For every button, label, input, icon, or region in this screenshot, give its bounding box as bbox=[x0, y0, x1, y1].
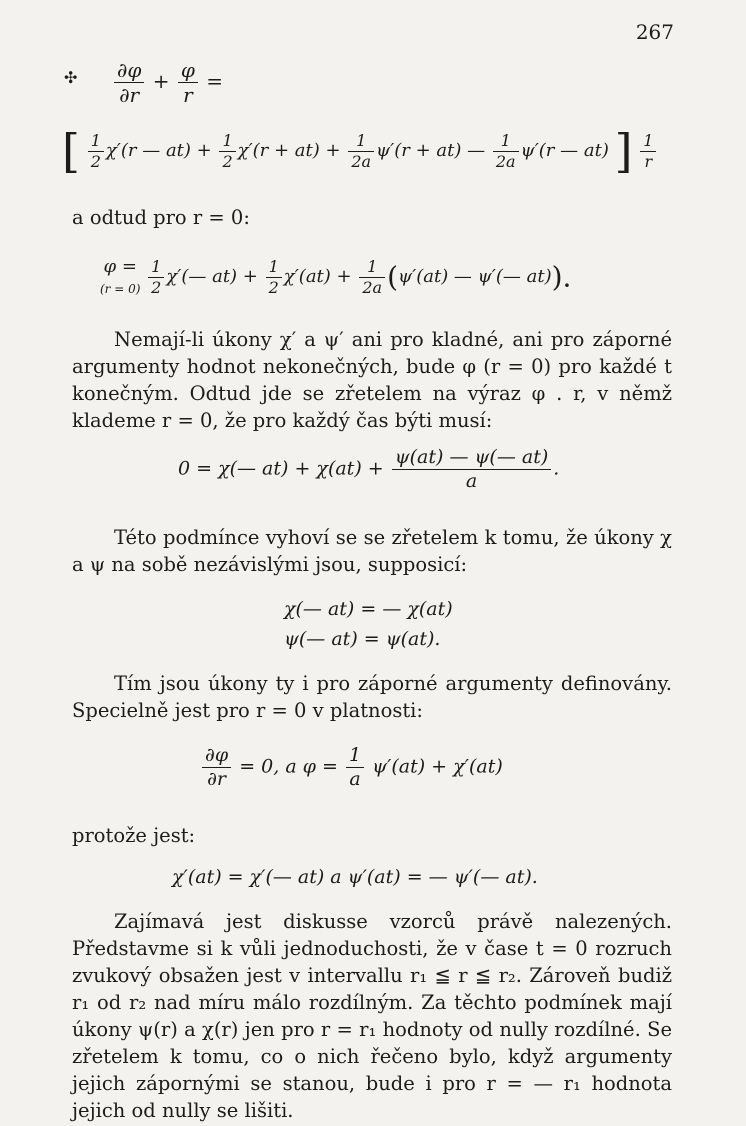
page-number: 267 bbox=[635, 20, 674, 44]
equation-chi: χ(— at) = — χ(at) bbox=[284, 598, 453, 620]
paragraph-2: Této podmínce vyhoví se se zřetelem k tomu, že úkony χ a ψ na sobě nezávislými jsou, supposicí: bbox=[72, 526, 672, 576]
frac-den: ∂r bbox=[207, 767, 227, 790]
frac-den: 2a bbox=[362, 277, 383, 297]
term: ψ′(at) — ψ′(— at) bbox=[398, 266, 552, 287]
paragraph-4: Zajímavá jest diskusse vzorců právě nalezených. Představme si k vůli jednoduchosti, že v čase t = 0 rozruch zvukový obsažen jest v intervallu r₁ ≦ r ≦ r₂. Zároveň budiž r₁ od r₂ nad míru málo rozdílným. Za těchto podmínek mají úkony ψ(r) a χ(r) jen pro r = r₁ hodnoty od nully rozdílné. Se zřetelem k tomu, co o nich řečeno bylo, když argumenty jejich zápornými se stanou, bude i pro r = — r₁ hodnota jejich od nully se lišiti. bbox=[72, 910, 672, 1122]
term: ψ′(r + at) — bbox=[376, 140, 486, 161]
term: ψ′(at) + χ′(at) bbox=[372, 755, 503, 778]
frac-num: 1 bbox=[493, 131, 519, 151]
frac-den: a bbox=[465, 469, 478, 492]
equation-platnost bbox=[200, 744, 503, 791]
frac-den: 2a bbox=[351, 151, 372, 171]
term: χ′(r + at) + bbox=[237, 140, 341, 161]
equation-zero bbox=[178, 446, 559, 493]
frac-num: ∂φ bbox=[114, 58, 144, 83]
equation-bracket bbox=[62, 124, 658, 178]
text-odtud: a odtud pro r = 0: bbox=[72, 206, 250, 229]
frac-den: r bbox=[183, 83, 193, 107]
term: . bbox=[553, 457, 560, 480]
equation-psi: ψ(— at) = ψ(at). bbox=[284, 628, 441, 650]
paren-close: ). bbox=[551, 260, 572, 294]
frac-num: 1 bbox=[88, 131, 104, 151]
term: χ′(at) + bbox=[283, 266, 352, 287]
equation-protoze: χ′(at) = χ′(— at) a ψ′(at) = — ψ′(— at). bbox=[172, 866, 538, 888]
phi-lhs: φ = bbox=[103, 256, 137, 277]
frac-den: 2 bbox=[222, 151, 233, 171]
frac-den: r bbox=[644, 151, 653, 171]
operator: + bbox=[152, 69, 170, 93]
frac-den: 2 bbox=[151, 277, 162, 297]
frac-num: 1 bbox=[219, 131, 235, 151]
term: = 0, a φ = bbox=[239, 755, 338, 778]
term: 0 = χ(— at) + χ(at) + bbox=[178, 457, 384, 480]
frac-den: 2a bbox=[495, 151, 516, 171]
equation-phi-zero bbox=[100, 256, 571, 298]
frac-num: ψ(at) — ψ(— at) bbox=[392, 446, 552, 470]
frac-den: 2 bbox=[90, 151, 101, 171]
frac-num: 1 bbox=[148, 257, 164, 277]
frac-den: a bbox=[349, 767, 361, 790]
frac-num: 1 bbox=[359, 257, 385, 277]
frac-den: ∂r bbox=[119, 83, 140, 107]
term: χ′(r — at) + bbox=[105, 140, 212, 161]
frac-num: 1 bbox=[266, 257, 282, 277]
term: χ′(— at) + bbox=[166, 266, 258, 287]
frac-den: 2 bbox=[268, 277, 279, 297]
asterism-mark: ✣ bbox=[64, 68, 78, 87]
frac-num: ∂φ bbox=[202, 744, 231, 768]
paragraph-1: Nemají-li úkony χ′ a ψ′ ani pro kladné, ani pro záporné argumenty hodnot nekonečných, bude φ (r = 0) pro každé t konečným. Odtud jde se zřetelem na výraz φ . r, v němž klademe r = 0, že pro každý čas býti musí: bbox=[72, 328, 672, 432]
term: ψ′(r — at) bbox=[520, 140, 609, 161]
frac-num: 1 bbox=[348, 131, 374, 151]
operator: = bbox=[206, 69, 223, 93]
phi-subscript: (r = 0) bbox=[100, 282, 141, 296]
equation-dphi bbox=[112, 58, 223, 107]
paren-open: ( bbox=[387, 260, 398, 294]
bracket-close: ] bbox=[614, 124, 633, 178]
bracket-open: [ bbox=[62, 124, 80, 178]
text-protoze: protože jest: bbox=[72, 824, 196, 847]
frac-num: 1 bbox=[346, 744, 364, 768]
paragraph-3: Tím jsou úkony ty i pro záporné argumenty definovány. Specielně jest pro r = 0 v platnosti: bbox=[72, 672, 672, 722]
frac-num: 1 bbox=[640, 131, 656, 151]
frac-num: φ bbox=[178, 58, 198, 83]
